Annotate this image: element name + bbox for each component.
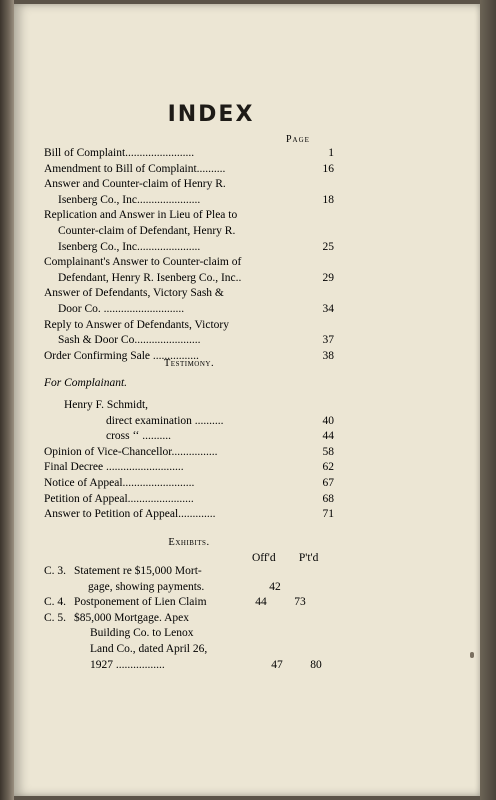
entry-text: Replication and Answer in Lieu of Plea to bbox=[44, 209, 238, 222]
exhibit-number bbox=[44, 580, 74, 596]
entry-text: Opinion of Vice-Chancellor................ bbox=[44, 445, 218, 458]
exhibit-number bbox=[44, 626, 74, 642]
entry-text: Door Co. ............................ bbox=[58, 302, 185, 315]
index-entry-line bbox=[44, 255, 334, 271]
exhibit-offered-page: 44 bbox=[255, 596, 267, 609]
testimony-page-number: 44 bbox=[322, 430, 334, 443]
index-entry-line bbox=[44, 507, 334, 523]
entry-text: Notice of Appeal......................... bbox=[44, 476, 195, 489]
book-binding bbox=[0, 0, 14, 800]
exhibit-offered-page: 42 bbox=[269, 580, 281, 593]
exhibit-description: $85,000 Mortgage. Apex bbox=[74, 611, 189, 624]
entry-text: Answer and Counter-claim of Henry R. bbox=[44, 178, 226, 191]
exhibit-printed-page bbox=[280, 611, 320, 627]
index-entry-line bbox=[44, 193, 334, 209]
testimony-section bbox=[44, 398, 334, 523]
entry-page-number: 68 bbox=[322, 492, 334, 505]
index-entry-line bbox=[44, 286, 334, 302]
exhibit-offered-page bbox=[258, 626, 296, 642]
entry-text: Complainant's Answer to Counter-claim of bbox=[44, 256, 242, 269]
exhibit-description: Building Co. to Lenox bbox=[90, 627, 194, 640]
exhibit-line bbox=[44, 580, 344, 596]
index-entry-line bbox=[44, 146, 334, 162]
exhibit-printed-page bbox=[294, 580, 334, 596]
entry-text: Final Decree ........................... bbox=[44, 461, 184, 474]
index-entry-line bbox=[44, 492, 334, 508]
exhibit-offered-page: 47 bbox=[271, 658, 283, 671]
index-entry-line bbox=[44, 445, 334, 461]
index-entry-line bbox=[44, 240, 334, 256]
exhibit-printed-page bbox=[296, 626, 336, 642]
exhibit-line bbox=[44, 626, 344, 642]
exhibit-number bbox=[44, 658, 74, 674]
paper-blemish bbox=[470, 652, 474, 658]
testimony-row-text: direct examination .......... bbox=[106, 414, 224, 427]
index-entry-line bbox=[44, 208, 334, 224]
exhibit-description: gage, showing payments. bbox=[88, 580, 205, 593]
index-entry-line bbox=[44, 162, 334, 178]
offered-column-header: Off'd bbox=[252, 552, 276, 564]
printed-column-header: P't'd bbox=[298, 552, 319, 564]
entry-page-number: 58 bbox=[322, 445, 334, 458]
exhibit-number bbox=[44, 642, 74, 658]
entry-page-number: 25 bbox=[322, 240, 334, 253]
exhibit-description: Land Co., dated April 26, bbox=[90, 642, 208, 655]
exhibit-printed-page bbox=[296, 642, 336, 658]
exhibit-offered-page bbox=[258, 642, 296, 658]
entry-page-number: 1 bbox=[328, 147, 334, 159]
index-entry-line bbox=[44, 302, 334, 318]
entry-page-number: 67 bbox=[322, 476, 334, 489]
exhibit-column-headers bbox=[252, 552, 318, 564]
entry-text: Answer of Defendants, Victory Sash & bbox=[44, 287, 224, 300]
exhibit-printed-page: 80 bbox=[310, 658, 322, 671]
exhibit-line bbox=[44, 611, 344, 627]
entry-page-number: 71 bbox=[322, 508, 334, 521]
entry-text: Isenberg Co., Inc...................... bbox=[58, 193, 201, 206]
entry-page-number: 37 bbox=[322, 334, 334, 347]
entry-text: Amendment to Bill of Complaint.......... bbox=[44, 162, 226, 175]
index-entry-line bbox=[44, 224, 334, 240]
entry-page-number: 18 bbox=[322, 193, 334, 206]
exhibit-line bbox=[44, 564, 344, 580]
entry-text: Reply to Answer of Defendants, Victory bbox=[44, 318, 229, 331]
entry-text: Answer to Petition of Appeal............. bbox=[44, 508, 216, 521]
exhibit-description: 1927 ................. bbox=[90, 658, 165, 671]
testimony-row bbox=[44, 414, 334, 430]
exhibit-description: Postponement of Lien Claim bbox=[74, 596, 207, 609]
testimony-heading: Testimony. bbox=[163, 358, 215, 369]
testimony-row-text: cross ‘‘ .......... bbox=[106, 430, 171, 443]
testimony-row bbox=[44, 429, 334, 445]
index-entry-line bbox=[44, 271, 334, 287]
entry-text: Sash & Door Co....................... bbox=[58, 334, 201, 347]
index-entry-line bbox=[44, 177, 334, 193]
entry-page-number: 29 bbox=[322, 271, 334, 284]
page-edge bbox=[480, 0, 496, 800]
index-entry-line bbox=[44, 460, 334, 476]
index-entries bbox=[44, 146, 334, 364]
entry-text: Petition of Appeal....................... bbox=[44, 492, 194, 505]
exhibit-offered-page bbox=[242, 611, 280, 627]
entry-text: Defendant, Henry R. Isenberg Co., Inc.. bbox=[58, 271, 242, 284]
entry-text: Isenberg Co., Inc...................... bbox=[58, 240, 201, 253]
for-complainant-label: For Complainant. bbox=[44, 377, 128, 389]
exhibit-offered-page bbox=[242, 564, 280, 580]
page-title: INDEX bbox=[167, 102, 255, 127]
exhibit-number: C. 5. bbox=[44, 611, 67, 624]
index-entry-line bbox=[44, 318, 334, 334]
exhibit-line bbox=[44, 595, 344, 611]
entry-page-number: 16 bbox=[322, 162, 334, 175]
exhibit-description: Statement re $15,000 Mort- bbox=[74, 565, 202, 577]
page-column-heading: Page bbox=[286, 134, 310, 145]
witness-name bbox=[44, 398, 334, 414]
testimony-page-number: 40 bbox=[322, 414, 334, 427]
entry-page-number: 38 bbox=[322, 349, 334, 362]
index-entry-line bbox=[44, 333, 334, 349]
entry-page-number: 34 bbox=[322, 302, 334, 315]
index-entry-line bbox=[44, 476, 334, 492]
entry-text: Bill of Complaint........................ bbox=[44, 147, 195, 159]
witness-name-text: Henry F. Schmidt, bbox=[64, 399, 149, 411]
exhibits-heading: Exhibits. bbox=[168, 537, 210, 548]
exhibit-number: C. 4. bbox=[44, 596, 67, 609]
exhibits-list bbox=[44, 564, 344, 673]
exhibit-line bbox=[44, 658, 344, 674]
exhibit-printed-page bbox=[280, 564, 320, 580]
entry-text: Counter-claim of Defendant, Henry R. bbox=[58, 224, 236, 237]
exhibit-line bbox=[44, 642, 344, 658]
entry-page-number: 62 bbox=[322, 461, 334, 474]
exhibit-printed-page: 73 bbox=[294, 596, 306, 609]
exhibit-number: C. 3. bbox=[44, 565, 67, 577]
entry-text: Order Confirming Sale ................ bbox=[44, 349, 199, 362]
